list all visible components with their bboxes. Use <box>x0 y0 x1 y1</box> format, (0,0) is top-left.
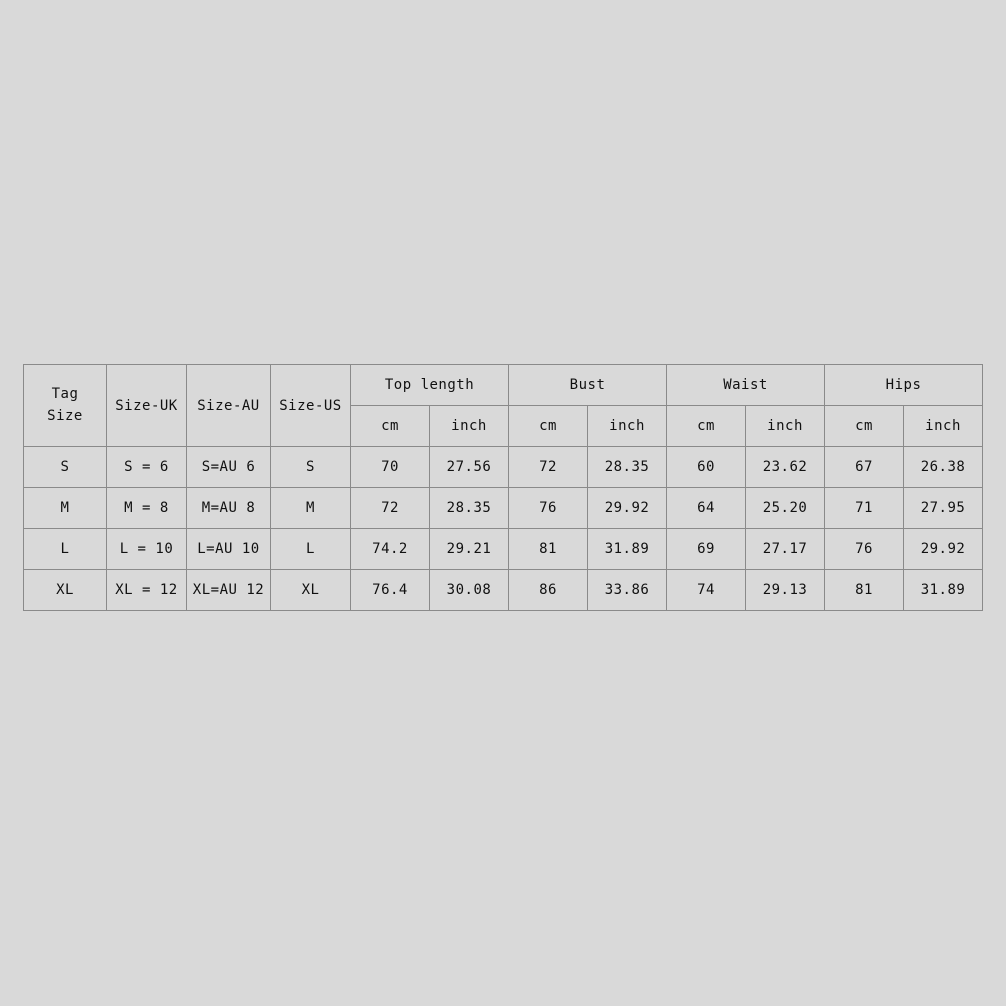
cell-bust-cm: 81 <box>509 529 588 570</box>
header-hips-inch: inch <box>904 406 983 447</box>
cell-top-inch: 30.08 <box>430 570 509 611</box>
header-hips-cm: cm <box>825 406 904 447</box>
cell-size-uk: XL = 12 <box>107 570 187 611</box>
cell-hips-inch: 26.38 <box>904 447 983 488</box>
cell-hips-cm: 71 <box>825 488 904 529</box>
cell-tag: M <box>24 488 107 529</box>
table-row <box>24 447 983 488</box>
cell-waist-inch: 23.62 <box>746 447 825 488</box>
table-row <box>24 529 983 570</box>
cell-bust-cm: 72 <box>509 447 588 488</box>
table-body <box>24 447 983 611</box>
header-tag-size <box>24 365 107 447</box>
cell-hips-inch: 27.95 <box>904 488 983 529</box>
cell-size-uk: L = 10 <box>107 529 187 570</box>
cell-bust-cm: 86 <box>509 570 588 611</box>
cell-bust-inch: 33.86 <box>588 570 667 611</box>
cell-tag: XL <box>24 570 107 611</box>
cell-tag: S <box>24 447 107 488</box>
cell-top-cm: 76.4 <box>351 570 430 611</box>
cell-waist-cm: 64 <box>667 488 746 529</box>
header-bust-cm: cm <box>509 406 588 447</box>
cell-size-au: XL=AU 12 <box>187 570 271 611</box>
cell-size-au: L=AU 10 <box>187 529 271 570</box>
header-bust: Bust <box>509 365 667 406</box>
cell-waist-inch: 29.13 <box>746 570 825 611</box>
cell-size-uk: M = 8 <box>107 488 187 529</box>
cell-size-uk: S = 6 <box>107 447 187 488</box>
header-size-us: Size-US <box>271 365 351 447</box>
cell-bust-inch: 29.92 <box>588 488 667 529</box>
cell-top-cm: 70 <box>351 447 430 488</box>
table-row <box>24 570 983 611</box>
cell-size-us: S <box>271 447 351 488</box>
table-header <box>24 365 983 447</box>
cell-waist-cm: 60 <box>667 447 746 488</box>
header-top-length: Top length <box>351 365 509 406</box>
cell-top-cm: 74.2 <box>351 529 430 570</box>
cell-bust-inch: 31.89 <box>588 529 667 570</box>
cell-bust-cm: 76 <box>509 488 588 529</box>
header-tag-size-line1: Tag <box>51 385 79 402</box>
header-waist-cm: cm <box>667 406 746 447</box>
header-hips: Hips <box>825 365 983 406</box>
cell-top-inch: 28.35 <box>430 488 509 529</box>
cell-hips-inch: 31.89 <box>904 570 983 611</box>
cell-size-au: S=AU 6 <box>187 447 271 488</box>
header-waist-inch: inch <box>746 406 825 447</box>
cell-top-inch: 27.56 <box>430 447 509 488</box>
header-tag-size-line2: Size <box>47 407 83 424</box>
cell-hips-cm: 81 <box>825 570 904 611</box>
header-size-uk: Size-UK <box>107 365 187 447</box>
header-top-length-cm: cm <box>351 406 430 447</box>
cell-top-inch: 29.21 <box>430 529 509 570</box>
cell-hips-cm: 76 <box>825 529 904 570</box>
cell-size-us: M <box>271 488 351 529</box>
header-bust-inch: inch <box>588 406 667 447</box>
header-waist: Waist <box>667 365 825 406</box>
table-row <box>24 488 983 529</box>
cell-waist-cm: 74 <box>667 570 746 611</box>
header-top-length-inch: inch <box>430 406 509 447</box>
cell-hips-inch: 29.92 <box>904 529 983 570</box>
cell-top-cm: 72 <box>351 488 430 529</box>
cell-size-au: M=AU 8 <box>187 488 271 529</box>
cell-tag: L <box>24 529 107 570</box>
cell-bust-inch: 28.35 <box>588 447 667 488</box>
header-row-groups <box>24 365 983 406</box>
cell-waist-cm: 69 <box>667 529 746 570</box>
cell-size-us: XL <box>271 570 351 611</box>
cell-size-us: L <box>271 529 351 570</box>
size-chart-container <box>23 364 983 611</box>
cell-hips-cm: 67 <box>825 447 904 488</box>
cell-waist-inch: 27.17 <box>746 529 825 570</box>
size-chart-table <box>23 364 983 611</box>
cell-waist-inch: 25.20 <box>746 488 825 529</box>
header-size-au: Size-AU <box>187 365 271 447</box>
